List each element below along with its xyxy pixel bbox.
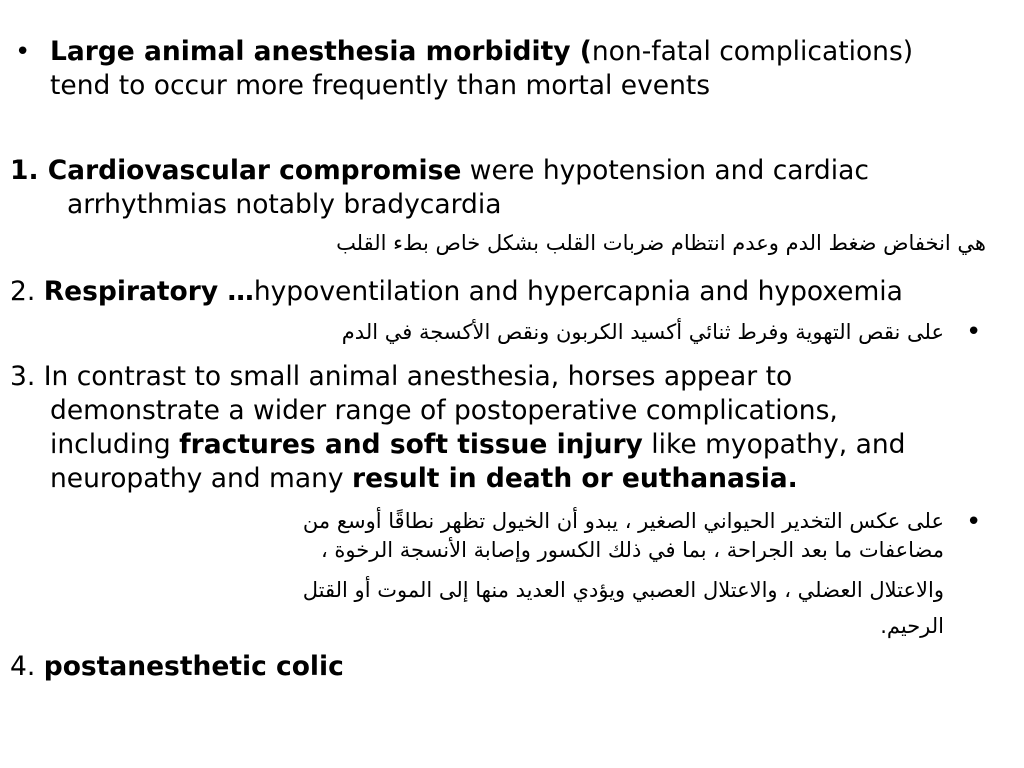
item3-line-3 — [50, 428, 905, 462]
item2-number: 2. — [10, 276, 44, 307]
item3-arabic-line-2: مضاعفات ما بعد الجراحة ، بما في ذلك الكسور وإصابة الأنسجة الرخوة ، — [320, 538, 944, 562]
item3-line4-pre: neuropathy and many — [50, 463, 353, 494]
item2-title: Respiratory … — [43, 276, 254, 307]
item3-line3-bold: fractures and soft tissue injury — [179, 429, 643, 460]
item3-line-2: demonstrate a wider range of postoperative complications, — [50, 395, 838, 426]
bullet-marker: • — [966, 507, 982, 537]
item2-arabic: على نقص التهوية وفرط ثنائي أكسيد الكربون ونقص الأكسجة في الدم — [341, 320, 944, 344]
intro-rest: non-fatal complications) — [591, 36, 914, 67]
bullet-marker: • — [966, 317, 982, 347]
item1-line-1 — [10, 154, 869, 188]
item4-line — [10, 650, 344, 684]
item3-line4-bold: result in death or euthanasia. — [352, 463, 798, 494]
item1-title: Cardiovascular compromise — [47, 155, 462, 186]
intro-line-2: tend to occur more frequently than mortal events — [50, 70, 711, 101]
intro-bold-phrase: Large animal anesthesia morbidity ( — [50, 36, 592, 67]
item3-arabic-line-4: الرحيم. — [880, 614, 944, 638]
intro-line-1 — [50, 35, 913, 69]
item1-arabic: هي انخفاض ضغط الدم وعدم انتظام ضربات القلب بشكل خاص بطء القلب — [336, 231, 986, 255]
item3-line-1: 3. In contrast to small animal anesthesia, horses appear to — [10, 361, 793, 392]
item3-arabic-line-3: والاعتلال العضلي ، والاعتلال العصبي ويؤدي العديد منها إلى الموت أو القتل — [302, 578, 944, 602]
item1-line-2: arrhythmias notably bradycardia — [67, 189, 502, 220]
item4-number: 4. — [10, 651, 44, 682]
item1-number: 1. — [10, 155, 48, 186]
item2-rest: hypoventilation and hypercapnia and hypoxemia — [253, 276, 903, 307]
item2-line — [10, 275, 903, 309]
item3-line3-pre: including — [50, 429, 180, 460]
item3-line-4 — [50, 462, 798, 496]
item3-arabic-line-1: على عكس التخدير الحيواني الصغير ، يبدو أن الخيول تظهر نطاقًا أوسع من — [302, 509, 944, 533]
item4-title: postanesthetic colic — [43, 651, 344, 682]
bullet-marker: • — [15, 37, 31, 67]
item1-rest: were hypotension and cardiac — [461, 155, 869, 186]
item3-line3-post: like myopathy, and — [642, 429, 906, 460]
